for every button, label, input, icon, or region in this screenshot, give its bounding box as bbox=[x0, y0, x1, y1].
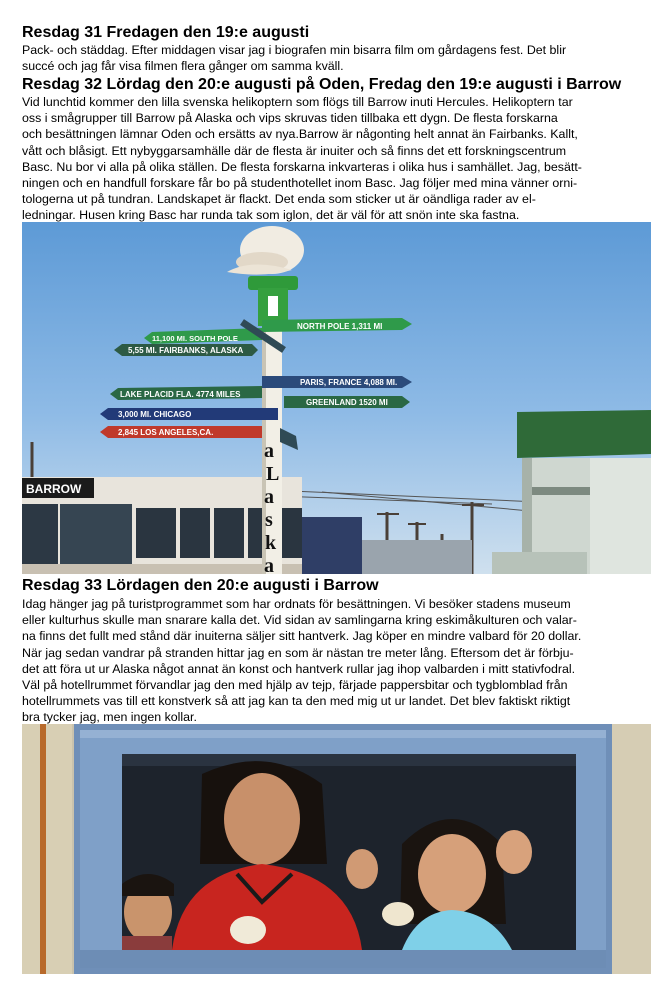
text-line: När jag sedan vandrar på stranden hittar jag en som är nästan tre meter lång. Eftersom det är förbju- bbox=[22, 645, 574, 660]
post-letter: k bbox=[265, 532, 277, 554]
sign-los-angeles-label: 2,845 LOS ANGELES,CA. bbox=[118, 428, 214, 437]
paragraph-resdag-32 bbox=[22, 94, 652, 224]
sign-fairbanks-label: 5,55 MI. FAIRBANKS, ALASKA bbox=[128, 346, 244, 355]
paragraph-resdag-31 bbox=[22, 42, 652, 74]
sign-chicago-label: 3,000 MI. CHICAGO bbox=[118, 410, 192, 419]
text-line: na finns det fullt med stånd där inuiterna säljer sitt hantverk. Jag köper en mindre valbard för 20 dollar. bbox=[22, 629, 582, 644]
post-letter: a bbox=[264, 440, 274, 462]
text-line: hotellrummets vas till ett konstverk så att jag kan ta den med mig ut ur landet. Det blev faktiskt riktigt bbox=[22, 694, 571, 709]
text-line: det att föra ut ur Alaska något annat än konst och hantverk rullar jag ihop valbarden i mitt stativfodral. bbox=[22, 661, 576, 676]
bus-destination-sign: BARROW bbox=[26, 482, 82, 496]
text-line: Idag hänger jag på turistprogrammet som har ordnats för besättningen. Vi besöker stadens museum bbox=[22, 597, 571, 611]
post-letter: a bbox=[264, 555, 274, 574]
heading-resdag-33: Resdag 33 Lördagen den 20:e augusti i Barrow bbox=[22, 577, 379, 594]
text-line: Basc. Nu bor vi alla på olika ställen. De flesta forskarna inkvarteras i olika hus i samhället. Jag, besätt- bbox=[22, 159, 582, 174]
text-line: Vid lunchtid kommer den lilla svenska helikoptern som flögs till Barrow inuti Hercules. Helikoptern tar bbox=[22, 95, 573, 109]
text-line: oss i smågrupper till Barrow på Alaska och vips skruvas tiden tillbaka ett dygn. De flesta forskarna bbox=[22, 111, 558, 126]
text-line: succé och jag får visa filmen flera gånger om samma kväll. bbox=[22, 59, 344, 74]
sign-lake-placid-label: LAKE PLACID FLA. 4774 MILES bbox=[120, 390, 241, 399]
post-letter: a bbox=[264, 486, 274, 508]
sign-paris-label: PARIS, FRANCE 4,088 MI. bbox=[300, 378, 398, 387]
sign-north-pole-label: NORTH POLE 1,311 MI bbox=[297, 322, 383, 331]
sign-greenland-label: GREENLAND 1520 MI bbox=[306, 398, 388, 407]
text-line: bra tycker jag, men ingen kollar. bbox=[22, 710, 197, 725]
text-line: vått och blåsigt. Ett nybyggarsamhälle där de flesta är inuiter och så finns det ett forskningscentrum bbox=[22, 143, 567, 158]
photo-children-window bbox=[22, 724, 651, 974]
signpost-scene bbox=[22, 222, 651, 574]
window-scene bbox=[22, 724, 651, 974]
text-line: ningen och en handfull forskare får bo på studenthotellet inom Basc. Jag följer med mina vänner orni- bbox=[22, 176, 578, 191]
heading-resdag-31: Resdag 31 Fredagen den 19:e augusti bbox=[22, 24, 310, 41]
text-line: Väl på hotellrummet förvandlar jag den med hjälp av tejp, färjade pappersbitar och tygblomblad från bbox=[22, 678, 568, 693]
photo-barrow-signpost bbox=[22, 222, 651, 574]
sign-south-pole-label: 11,100 MI. SOUTH POLE bbox=[152, 334, 238, 343]
text-line: ledningar. Husen kring Basc har runda tak som iglon, det är väl för att snön inte ska fastna. bbox=[22, 208, 520, 223]
text-line: Pack- och städdag. Efter middagen visar jag i biografen min bisarra film om gårdagens fest. Det blir bbox=[22, 43, 567, 57]
heading-resdag-32: Resdag 32 Lördag den 20:e augusti på Oden, Fredag den 19:e augusti i Barrow bbox=[22, 76, 622, 93]
post-letter: s bbox=[265, 509, 273, 531]
text-line: tologerna ut på tundran. Landskapet är flackt. Det enda som sticker ut är oändliga rader av el- bbox=[22, 192, 536, 207]
text-line: eller kulturhus skulle man snarare kalla det. Vid sidan av samlingarna kring eskimåkulturen och valar- bbox=[22, 613, 577, 628]
paragraph-resdag-33 bbox=[22, 596, 652, 726]
post-letter: L bbox=[266, 463, 280, 485]
text-line: och besättningen lämnar Oden och ersätts av nya.Barrow är någonting helt annat än Fairbanks. Kallt, bbox=[22, 127, 578, 142]
